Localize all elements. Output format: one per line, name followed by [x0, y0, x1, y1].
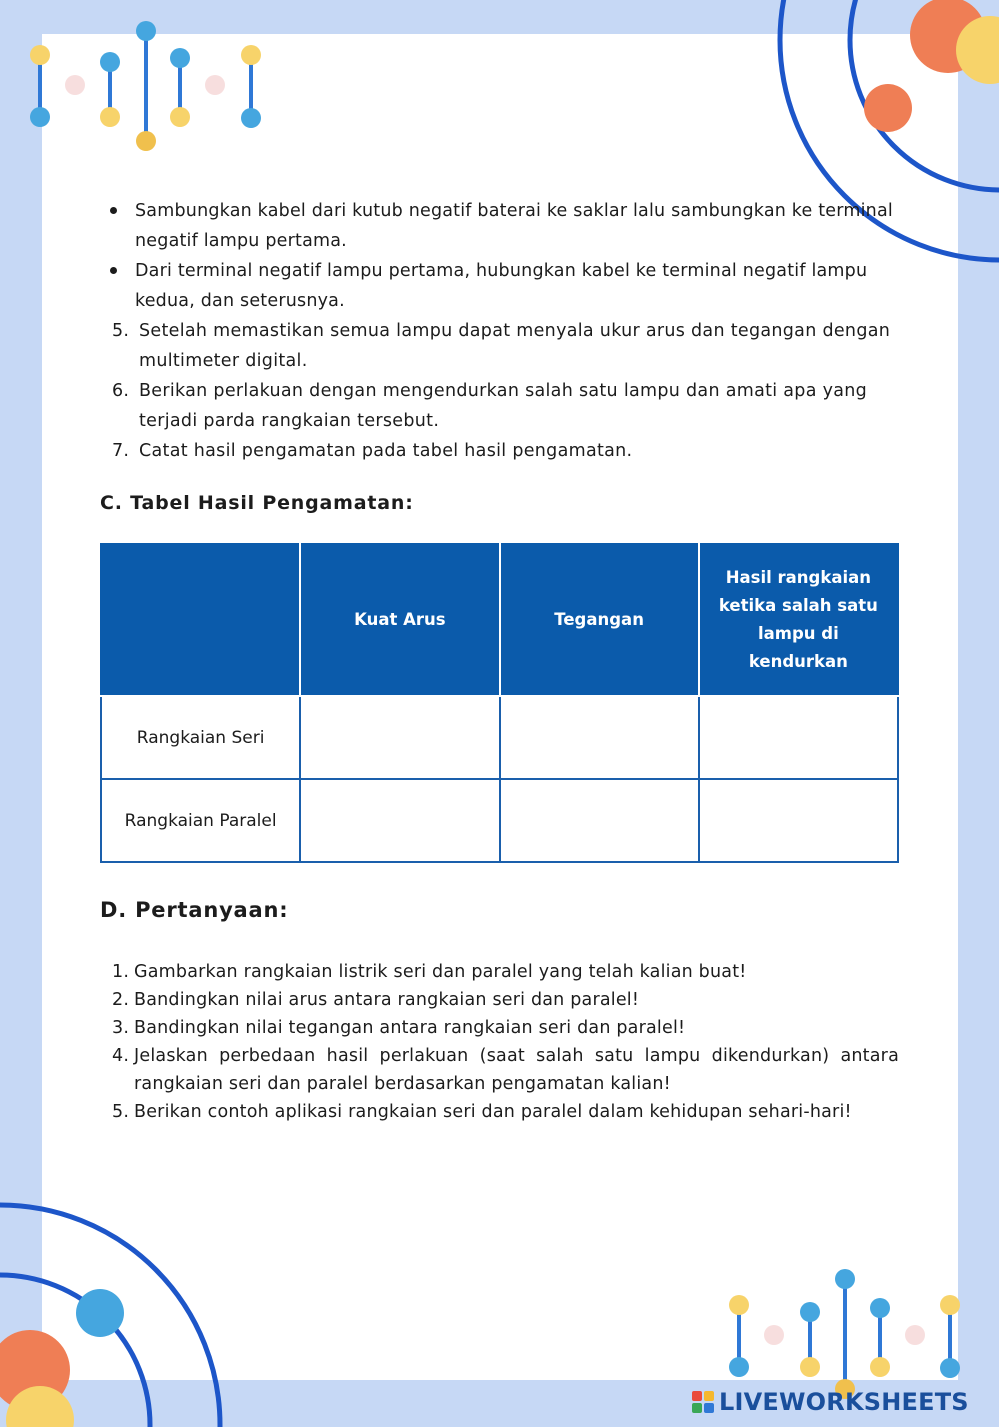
step-text: Berikan perlakuan dengan mengendurkan salah satu lampu dan amati apa yang terjadi parda rangkaian tersebut.	[139, 381, 868, 431]
question-item	[112, 1098, 899, 1126]
answer-cell-seri-hasil[interactable]	[699, 696, 898, 779]
table-header-hasil: Hasil rangkaian ketika salah satu lampu di kendurkan	[699, 544, 898, 696]
question-text: Gambarkan rangkaian listrik seri dan paralel yang telah kalian buat!	[134, 962, 747, 982]
question-number: 2.	[112, 990, 130, 1010]
section-c-heading: C. Tabel Hasil Pengamatan:	[100, 492, 414, 514]
question-text: Bandingkan nilai arus antara rangkaian seri dan paralel!	[134, 990, 640, 1010]
table-row	[101, 696, 898, 779]
table-row	[101, 779, 898, 862]
procedure-step	[112, 376, 902, 436]
question-number: 4.	[112, 1046, 130, 1066]
question-text: Jelaskan perbedaan hasil perlakuan (saat salah satu lampu dikendurkan) antara rangkaian seri dan paralel berdasarkan pengamatan kalian!	[134, 1046, 899, 1094]
question-item	[112, 958, 899, 986]
section-d-heading: D. Pertanyaan:	[100, 898, 289, 922]
question-list	[112, 958, 899, 1126]
procedure-steps	[112, 316, 902, 466]
answer-cell-seri-arus[interactable]	[300, 696, 499, 779]
step-number: 7.	[112, 441, 130, 461]
question-text: Bandingkan nilai tegangan antara rangkaian seri dan paralel!	[134, 1018, 686, 1038]
logo-text: LIVEWORKSHEETS	[719, 1388, 969, 1416]
answer-cell-paralel-arus[interactable]	[300, 779, 499, 862]
procedure-bullet: Sambungkan kabel dari kutub negatif baterai ke saklar lalu sambungkan ke terminal negatif lampu pertama.	[108, 196, 898, 256]
answer-cell-paralel-tegangan[interactable]	[500, 779, 699, 862]
row-label-seri: Rangkaian Seri	[101, 696, 300, 779]
question-item	[112, 1014, 899, 1042]
liveworksheets-logo[interactable]	[692, 1385, 969, 1419]
step-number: 5.	[112, 321, 130, 341]
question-number: 1.	[112, 962, 130, 982]
step-text: Setelah memastikan semua lampu dapat menyala ukur arus dan tegangan dengan multimeter digital.	[139, 321, 891, 371]
procedure-bullet-list	[108, 196, 898, 316]
step-text: Catat hasil pengamatan pada tabel hasil pengamatan.	[139, 441, 633, 461]
question-number: 3.	[112, 1018, 130, 1038]
question-text: Berikan contoh aplikasi rangkaian seri dan paralel dalam kehidupan sehari-hari!	[134, 1102, 852, 1122]
procedure-step	[112, 436, 902, 466]
question-item	[112, 986, 899, 1014]
step-number: 6.	[112, 381, 130, 401]
liveworksheets-logo-icon	[692, 1391, 714, 1413]
table-header-tegangan: Tegangan	[500, 544, 699, 696]
procedure-step	[112, 316, 902, 376]
procedure-bullet: Dari terminal negatif lampu pertama, hubungkan kabel ke terminal negatif lampu kedua, dan seterusnya.	[108, 256, 898, 316]
table-header-empty	[101, 544, 300, 696]
observation-table	[100, 543, 899, 863]
row-label-paralel: Rangkaian Paralel	[101, 779, 300, 862]
table-header-row	[101, 544, 898, 696]
question-number: 5.	[112, 1102, 130, 1122]
answer-cell-seri-tegangan[interactable]	[500, 696, 699, 779]
question-item	[112, 1042, 899, 1098]
table-header-kuat-arus: Kuat Arus	[300, 544, 499, 696]
answer-cell-paralel-hasil[interactable]	[699, 779, 898, 862]
